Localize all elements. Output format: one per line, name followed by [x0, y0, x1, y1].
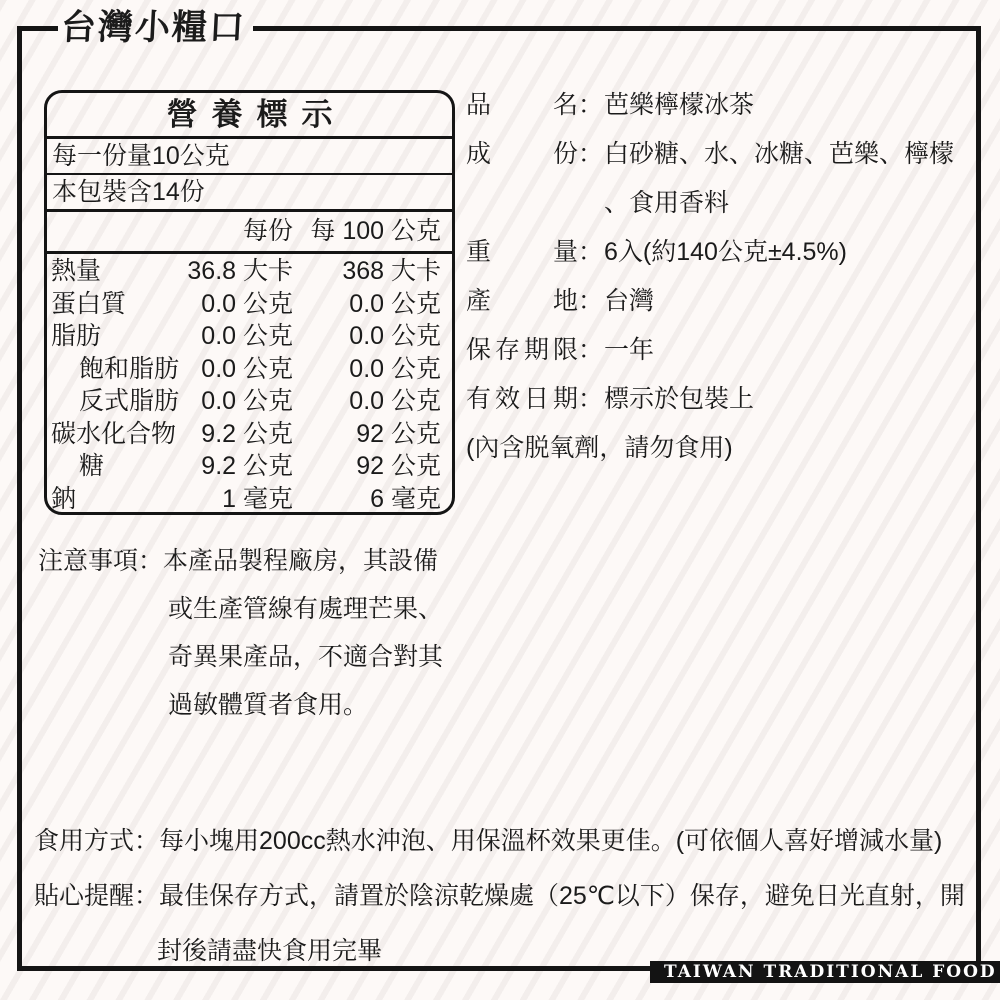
shelf-life-value: 一年: [604, 336, 655, 364]
frame-top-right-segment: [253, 26, 981, 31]
serving-size-line: 每一份量10公克: [47, 139, 452, 175]
notice-line: 或生產管線有處理芒果、: [168, 595, 444, 623]
per-serving-header: 每份: [242, 217, 293, 245]
weight-value: 6入(約140公克±4.5%): [604, 238, 847, 266]
nutrition-row-fat: 脂肪 0.0 公克 0.0 公克: [51, 322, 441, 350]
frame-left-border: [17, 26, 22, 971]
product-info: [466, 90, 971, 482]
notice-line: 過敏體質者食用。: [168, 691, 369, 719]
brand-logo: 台灣小糧口: [60, 8, 248, 47]
nutrition-rows: [47, 254, 452, 515]
storage-reminder-row-continued: 封後請盡快食用完畢: [157, 937, 383, 965]
usage-instructions-row: 食用方式：每小塊用200cc熱水沖泡、用保溫杯效果更佳。(可依個人喜好增減水量): [34, 827, 943, 855]
brand-footer-badge: TAIWAN TRADITIONAL FOOD: [650, 961, 1000, 983]
nutrition-row-trans-fat: 反式脂肪 0.0 公克 0.0 公克: [79, 387, 441, 415]
product-name-value: 芭樂檸檬冰茶: [604, 91, 755, 119]
nutrition-facts-box: [44, 90, 455, 515]
origin-value: 台灣: [604, 287, 655, 315]
weight-row: 重量：6入(約140公克±4.5%): [466, 238, 847, 266]
notice-continued-lines: [38, 585, 478, 729]
expiry-date-row: 有效日期：標示於包裝上: [466, 385, 755, 413]
notice-section: [38, 537, 478, 729]
nutrition-row-sugar: 糖 9.2 公克 92 公克: [79, 452, 441, 480]
frame-top-left-segment: [17, 26, 58, 31]
shelf-life-row: 保存期限：一年: [466, 336, 655, 364]
product-name-label: 品名: [466, 91, 578, 119]
nutrition-row-carbohydrate: 碳水化合物 9.2 公克 92 公克: [51, 419, 441, 448]
weight-label: 重量: [466, 238, 578, 266]
ingredients-row-continued: 、食用香料: [604, 189, 730, 217]
nutrition-title: 營養標示: [47, 93, 452, 139]
expiry-date-label: 有效日期: [466, 385, 578, 413]
frame-right-border: [976, 26, 981, 971]
deoxidizer-warning-row: (內含脱氧劑，請勿食用): [466, 434, 733, 462]
expiry-date-value: 標示於包裝上: [604, 385, 755, 413]
serving-info: [47, 139, 452, 212]
servings-per-pack-line: 本包裝含14份: [52, 178, 205, 206]
usage-label: 食用方式：: [34, 827, 160, 855]
ingredients-label: 成份: [466, 140, 578, 168]
origin-label: 產地: [466, 287, 578, 315]
reminder-label: 貼心提醒：: [34, 882, 160, 910]
ingredients-row: 成份：白砂糖、水、冰糖、芭樂、檸檬: [466, 140, 955, 168]
product-name-row: 品名：芭樂檸檬冰茶: [466, 91, 755, 119]
shelf-life-label: 保存期限: [466, 336, 578, 364]
storage-reminder-row: 貼心提醒：最佳保存方式，請置於陰涼乾燥處（25℃以下）保存，避免日光直射，開: [34, 882, 965, 910]
nutrition-row-saturated-fat: 飽和脂肪 0.0 公克 0.0 公克: [79, 354, 441, 383]
nutrition-column-headers: [47, 212, 452, 254]
origin-row: 產地：台灣: [466, 287, 655, 315]
nutrition-row-protein: 蛋白質 0.0 公克 0.0 公克: [51, 289, 441, 318]
notice-line: 奇異果產品，不適合對其: [168, 643, 444, 671]
nutrition-row-calories: 熱量 36.8 大卡 368 大卡: [51, 257, 441, 285]
per-100g-header: 每 100 公克: [310, 217, 441, 245]
notice-label: 注意事項：: [38, 547, 164, 575]
nutrition-row-sodium: 鈉 1 毫克 6 毫克: [51, 484, 441, 513]
ingredients-value: 白砂糖、水、冰糖、芭樂、檸檬: [604, 140, 955, 168]
notice-first-line: 注意事項：本產品製程廠房，其設備: [38, 547, 439, 575]
